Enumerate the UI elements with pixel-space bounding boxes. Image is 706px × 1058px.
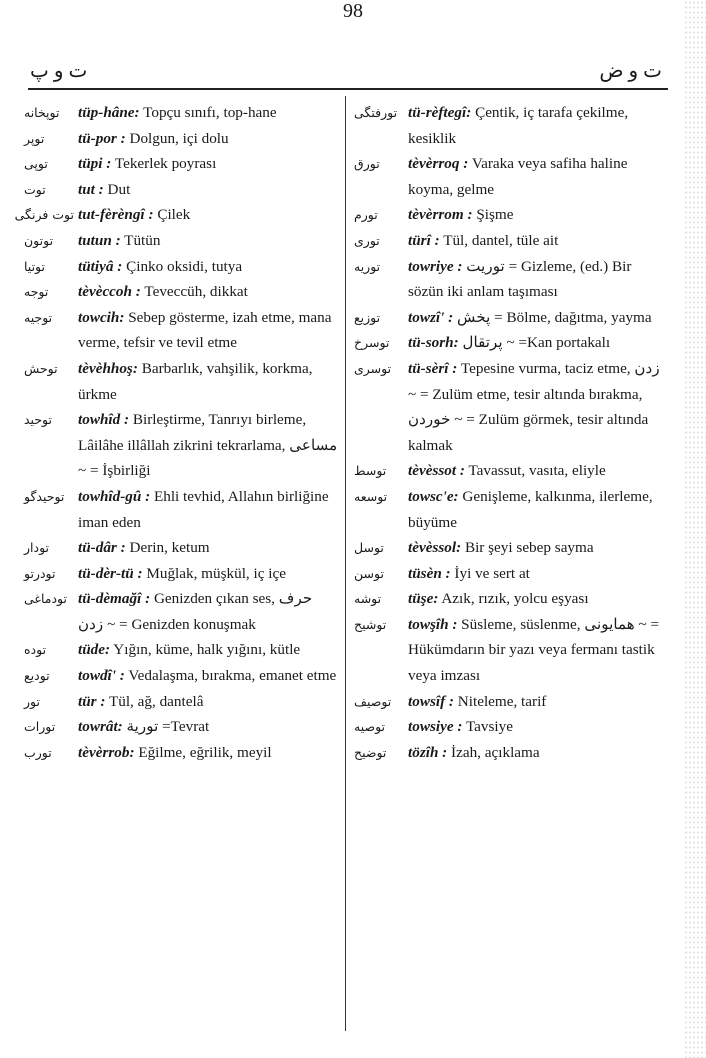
entry-definition: Genizden çıkan ses, حرف زدن ~ = Genizden konuşmak <box>78 590 313 633</box>
dictionary-entry <box>354 458 664 484</box>
entry-arabic-script: توتیا <box>24 258 45 274</box>
dictionary-entry <box>354 740 664 766</box>
dictionary-entry <box>24 663 340 689</box>
entry-arabic-script: تودرتو <box>24 565 56 581</box>
entry-arabic-script: تور <box>24 693 40 709</box>
entry-headword: tü-rèftegî: <box>408 104 472 121</box>
entry-arabic-script: توحیدگو <box>24 488 65 504</box>
entry-headword: tüpi : <box>78 155 112 173</box>
dictionary-entry <box>24 126 340 152</box>
entry-arabic-script: توپخانه <box>24 105 60 120</box>
entry-definition: پرتقال ~ =Kan portakalı <box>462 334 611 352</box>
right-column <box>354 100 664 765</box>
entry-headword: tü-por : <box>78 129 126 147</box>
entry-headword: tü-sorh: <box>408 334 459 352</box>
entry-definition: İzah, açıklama <box>451 743 540 761</box>
entry-headword: tözîh : <box>408 743 448 761</box>
entry-headword: towzî' : <box>408 308 454 326</box>
entry-definition: Tül, ağ, dantelâ <box>108 692 204 710</box>
entry-arabic-script: توسن <box>354 565 384 581</box>
dictionary-entry <box>354 202 664 228</box>
entry-definition: Süsleme, süslenme, همایونی ~ = Hükümdarın bir yazı veya fermanı tastik veya imzası <box>408 615 660 685</box>
page-edge-texture <box>684 0 706 1058</box>
entry-arabic-script: توصیف <box>354 693 392 709</box>
entry-definition: Teveccüh, dikkat <box>144 283 248 301</box>
entry-arabic-script: توشیح <box>354 616 387 632</box>
dictionary-entry <box>354 305 664 331</box>
entry-definition: Tütün <box>124 231 161 249</box>
entry-headword: towsc'e: <box>408 487 459 505</box>
entry-definition: Niteleme, tarif <box>457 692 547 710</box>
dictionary-entry <box>24 305 340 356</box>
entry-headword: towcih: <box>78 308 125 326</box>
entry-headword: tèvèssot : <box>408 462 465 480</box>
entry-definition: Genişleme, kalkınma, ilerleme, büyüme <box>408 487 653 531</box>
entry-definition: Sebep gösterme, izah etme, mana verme, tefsir ve tevil etme <box>78 308 332 352</box>
dictionary-entry <box>354 586 664 612</box>
entry-definition: Dut <box>107 180 131 198</box>
entry-definition: Çentik, iç tarafa çekilme, kesiklik <box>408 104 629 147</box>
entry-definition: Şişme <box>476 206 514 224</box>
dictionary-entry <box>24 254 340 280</box>
entry-headword: tüşe: <box>408 590 439 608</box>
entry-arabic-script: تورفتگی <box>354 105 398 120</box>
entry-headword: towrât: <box>78 718 123 736</box>
entry-definition: توریة =Tevrat <box>126 718 210 736</box>
dictionary-entry <box>354 254 664 305</box>
entry-arabic-script: تورم <box>354 207 378 223</box>
entry-headword: tü-dèr-tü : <box>78 564 143 582</box>
entry-headword: tèvèrroq : <box>408 155 469 173</box>
entry-arabic-script: توسط <box>354 463 387 479</box>
entry-headword: towhîd-gû : <box>78 487 151 505</box>
entry-definition: Derin, ketum <box>129 539 210 557</box>
entry-headword: tür : <box>78 692 106 710</box>
entry-arabic-script: تورق <box>354 156 380 172</box>
page-number: 98 <box>343 0 363 22</box>
dictionary-entry <box>354 689 664 715</box>
entry-arabic-script: توزیع <box>354 309 381 325</box>
entry-definition: Ehli tevhid, Allahın birliğine iman eden <box>78 487 329 531</box>
entry-definition: İyi ve sert at <box>454 564 530 582</box>
dictionary-entry <box>24 279 340 305</box>
entry-arabic-script: توحش <box>24 360 58 376</box>
entry-definition: Tepesine vurma, taciz etme, زدن ~ = Zulüm etme, tesir altında bırakma, خوردن ~ = Zulüm görmek, tesir altında kalmak <box>408 359 660 454</box>
entry-headword: tèvèssol: <box>408 539 462 557</box>
dictionary-entry <box>24 586 340 637</box>
entry-arabic-script: توسعه <box>354 488 388 504</box>
entry-definition: Muğlak, müşkül, iç içe <box>146 564 286 582</box>
dictionary-entry <box>24 228 340 254</box>
entry-headword: türî : <box>408 231 440 249</box>
entry-arabic-script: توت فرنگی <box>14 207 74 223</box>
dictionary-entry <box>354 612 664 689</box>
entry-headword: tutun : <box>78 231 121 249</box>
dictionary-entry <box>354 484 664 535</box>
dictionary-entry <box>24 177 340 203</box>
entry-definition: Tül, dantel, tüle ait <box>443 231 559 249</box>
dictionary-entry <box>24 740 340 766</box>
entry-headword: tü-sèrî : <box>408 359 458 377</box>
entry-headword: towriye : <box>408 257 463 275</box>
entry-arabic-script: توت <box>24 181 46 197</box>
dictionary-entry <box>24 407 340 484</box>
entry-arabic-script: توپر <box>24 130 45 146</box>
entry-definition: Topçu sınıfı, top-hane <box>143 104 277 121</box>
header-rule <box>28 88 668 90</box>
entry-arabic-script: توریه <box>354 258 381 274</box>
dictionary-entry <box>354 228 664 254</box>
entry-headword: towhîd : <box>78 411 130 429</box>
entry-arabic-script: تورات <box>24 719 56 735</box>
dictionary-entry <box>354 330 664 356</box>
entry-definition: Azık, rızık, yolcu eşyası <box>441 590 589 608</box>
entry-arabic-script: تودار <box>24 540 50 556</box>
entry-definition: Yığın, küme, halk yığını, kütle <box>113 641 301 659</box>
entry-definition: Dolgun, içi dolu <box>129 129 229 147</box>
column-divider <box>345 96 346 1031</box>
entry-definition: Çilek <box>157 206 191 224</box>
dictionary-entry <box>354 535 664 561</box>
entry-definition: Tavassut, vasıta, eliyle <box>468 462 606 480</box>
entry-headword: tèvèrrob: <box>78 743 135 761</box>
entry-definition: Tavsiye <box>465 718 513 736</box>
entry-arabic-script: تودیع <box>24 668 50 684</box>
entry-headword: tut : <box>78 180 104 198</box>
entry-definition: Eğilme, eğrilik, meyil <box>138 743 272 761</box>
entry-headword: towdî' : <box>78 667 125 685</box>
entry-arabic-script: توری <box>354 232 380 248</box>
entry-arabic-script: توسرخ <box>354 335 390 351</box>
dictionary-entry <box>24 689 340 715</box>
entry-headword: tut-fèrèngî : <box>78 206 154 224</box>
entry-headword: tèvèhhoş: <box>78 359 138 377</box>
dictionary-entry <box>354 356 664 458</box>
entry-definition: Vedalaşma, bırakma, emanet etme <box>128 667 337 685</box>
entry-definition: Barbarlık, vahşilik, korkma, ürkme <box>78 359 313 403</box>
entry-definition: توریت = Gizleme, (ed.) Bir sözün iki anlam taşıması <box>408 257 632 301</box>
entry-arabic-script: توده <box>24 642 47 658</box>
entry-arabic-script: توجیه <box>24 309 53 325</box>
entry-headword: towşîh : <box>408 615 458 633</box>
entry-arabic-script: توشه <box>354 591 382 607</box>
entry-headword: tü-dâr : <box>78 539 126 557</box>
entry-arabic-script: تودماغی <box>24 591 67 607</box>
entry-headword: towsiye : <box>408 718 463 736</box>
entry-headword: tüsèn : <box>408 564 451 582</box>
entry-definition: پخش = Bölme, dağıtma, yayma <box>456 308 652 326</box>
entry-headword: tèvèrrom : <box>408 206 473 224</box>
dictionary-entry <box>24 561 340 587</box>
entry-arabic-script: توحید <box>24 412 52 428</box>
entry-headword: tü-dèmağî : <box>78 590 151 608</box>
dictionary-entry <box>24 100 340 126</box>
dictionary-entry <box>354 100 664 151</box>
entry-headword: tüde: <box>78 641 111 659</box>
header-right-guide: ت و ض <box>599 60 662 82</box>
entry-definition: Birleştirme, Tanrıyı birleme, Lâilâhe illâllah zikrini tekrarlama, مساعی ~ = İşbirliği <box>78 411 338 480</box>
entry-arabic-script: توضیح <box>354 744 387 760</box>
dictionary-entry <box>24 356 340 407</box>
dictionary-entry <box>24 535 340 561</box>
header-left-guide: ت و پ <box>30 60 88 82</box>
dictionary-entry <box>24 714 340 740</box>
entry-headword: tütiyâ : <box>78 257 123 275</box>
entry-definition: Bir şeyi sebep sayma <box>464 539 594 557</box>
entry-headword: tèvèccoh : <box>78 283 141 301</box>
dictionary-entry <box>14 202 340 228</box>
dictionary-entry <box>24 484 340 535</box>
entry-definition: Çinko oksidi, tutya <box>126 257 243 275</box>
dictionary-entry <box>354 151 664 202</box>
dictionary-entry <box>24 637 340 663</box>
dictionary-entry <box>354 714 664 740</box>
dictionary-entry <box>354 561 664 587</box>
entry-arabic-script: توصیه <box>354 719 386 735</box>
dictionary-entry <box>24 151 340 177</box>
entry-arabic-script: توسری <box>354 360 392 376</box>
entry-arabic-script: توتون <box>24 232 54 248</box>
left-column <box>14 100 340 765</box>
entry-arabic-script: توسل <box>354 540 384 556</box>
entry-arabic-script: توپی <box>24 156 48 172</box>
entry-headword: towsîf : <box>408 692 454 710</box>
entry-definition: Varaka veya safiha haline koyma, gelme <box>408 155 628 198</box>
entry-definition: Tekerlek poyrası <box>114 155 217 173</box>
entry-arabic-script: تورب <box>24 744 52 760</box>
entry-arabic-script: توجه <box>24 284 49 300</box>
entry-headword: tüp-hâne: <box>78 104 140 121</box>
